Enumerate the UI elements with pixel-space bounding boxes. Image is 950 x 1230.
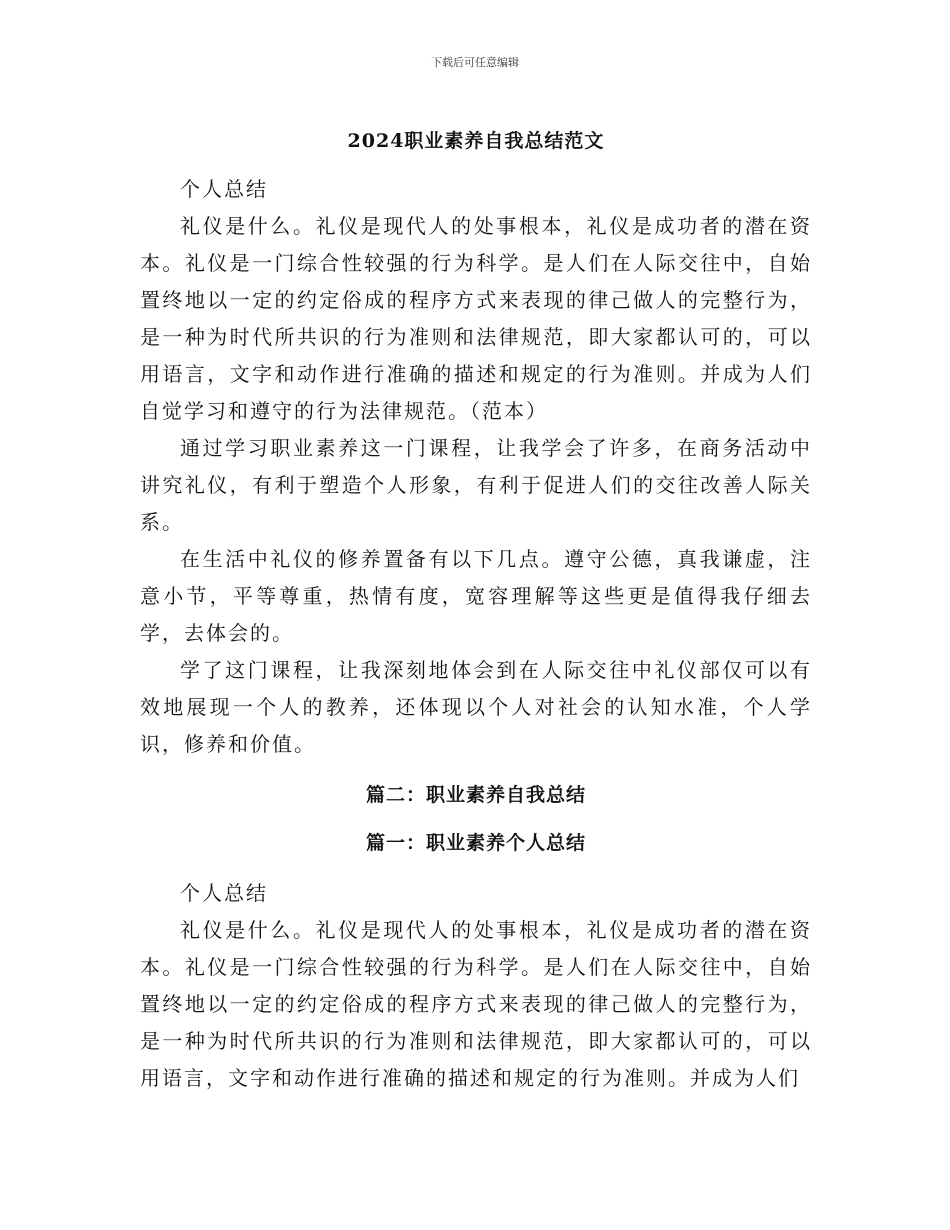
paragraph: 在生活中礼仪的修养置备有以下几点。遵守公德，真我谦虚，注意小节，平等尊重，热情有度，宽容理解等这些更是值得我仔细去学，去体会的。	[140, 547, 812, 645]
paragraph: 通过学习职业素养这一门课程，让我学会了许多，在商务活动中讲究礼仪，有利于塑造个人形象，有利于促进人们的交往改善人际关系。	[140, 436, 812, 534]
paragraph: 个人总结	[180, 177, 268, 201]
paragraph: 学了这门课程，让我深刻地体会到在人际交往中礼仪部仅可以有效地展现一个人的教养，还体现以个人对社会的认知水准，个人学识，修养和价值。	[140, 658, 812, 756]
paragraph: 礼仪是什么。礼仪是现代人的处事根本，礼仪是成功者的潜在资本。礼仪是一门综合性较强的行为科学。是人们在人际交往中，自始置终地以一定的约定俗成的程序方式来表现的律己做人的完整行为，是一种为时代所共识的行为准则和法律规范，即大家都认可的，可以用语言，文字和动作进行准确的描述和规定的行为准则。并成为人们自觉学习和遵守的行为法律规范。（范本）	[140, 214, 812, 423]
paragraph: 个人总结	[180, 881, 268, 905]
header-note: 下载后可任意编辑	[431, 56, 519, 69]
document-body	[140, 125, 812, 1097]
paragraph: 礼仪是什么。礼仪是现代人的处事根本，礼仪是成功者的潜在资本。礼仪是一门综合性较强的行为科学。是人们在人际交往中，自始置终地以一定的约定俗成的程序方式来表现的律己做人的完整行为，是一种为时代所共识的行为准则和法律规范，即大家都认可的，可以用语言，文字和动作进行准确的描述和规定的行为准则。并成为人们	[140, 918, 812, 1090]
section-heading: 篇二：职业素养自我总结	[365, 784, 586, 806]
section-heading: 篇一：职业素养个人总结	[365, 832, 586, 854]
document-title: 2024职业素养自我总结范文	[347, 130, 605, 152]
